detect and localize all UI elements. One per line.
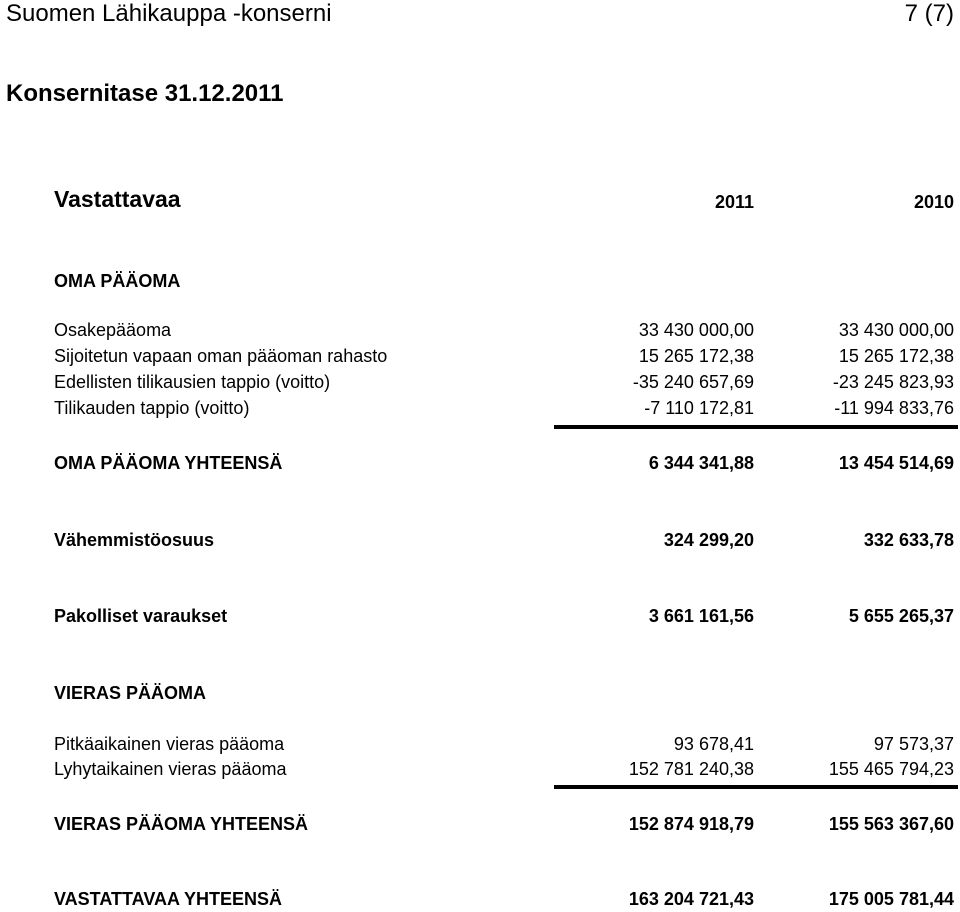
grand-total-2011: 163 204 721,43 xyxy=(628,889,754,909)
grand-total-2010: 175 005 781,44 xyxy=(828,889,954,909)
liabilities-total-label: VIERAS PÄÄOMA YHTEENSÄ xyxy=(54,814,309,834)
column-header-2010: 2010 xyxy=(913,192,954,212)
row-value-2011: 93 678,41 xyxy=(673,734,754,754)
row-label: Osakepääoma xyxy=(54,320,172,340)
page-number: 7 (7) xyxy=(904,0,954,27)
column-header-2011: 2011 xyxy=(714,192,754,212)
section-title: Vastattavaa xyxy=(54,186,181,212)
liabilities-total-2010: 155 563 367,60 xyxy=(828,814,954,834)
row-value-2010: 15 265 172,38 xyxy=(838,346,954,366)
row-value-2011: 152 781 240,38 xyxy=(628,759,754,779)
row-value-2010: 97 573,37 xyxy=(873,734,954,754)
row-value-2011: 15 265 172,38 xyxy=(638,346,754,366)
equity-total-label: OMA PÄÄOMA YHTEENSÄ xyxy=(54,453,283,473)
minority-interest-2011: 324 299,20 xyxy=(663,530,754,550)
row-label: Sijoitetun vapaan oman pääoman rahasto xyxy=(54,346,388,366)
equity-total-2010: 13 454 514,69 xyxy=(838,453,954,473)
row-value-2010: 155 465 794,23 xyxy=(828,759,954,779)
grand-total-label: VASTATTAVAA YHTEENSÄ xyxy=(54,889,283,909)
row-value-2011: -7 110 172,81 xyxy=(644,398,754,418)
provisions-label: Pakolliset varaukset xyxy=(54,606,228,626)
row-value-2011: 33 430 000,00 xyxy=(638,320,754,340)
row-label: Pitkäaikainen vieras pääoma xyxy=(54,734,285,754)
company-name: Suomen Lähikauppa -konserni xyxy=(6,0,332,27)
row-label: Lyhytaikainen vieras pääoma xyxy=(54,759,287,779)
minority-interest-2010: 332 633,78 xyxy=(863,530,954,550)
document-title: Konsernitase 31.12.2011 xyxy=(6,80,284,107)
row-value-2010: -23 245 823,93 xyxy=(832,372,954,392)
minority-interest-label: Vähemmistöosuus xyxy=(54,530,215,550)
row-label: Tilikauden tappio (voitto) xyxy=(54,398,250,418)
row-value-2010: 33 430 000,00 xyxy=(838,320,954,340)
liabilities-heading: VIERAS PÄÄOMA xyxy=(54,683,207,703)
row-value-2011: -35 240 657,69 xyxy=(632,372,754,392)
liabilities-total-2011: 152 874 918,79 xyxy=(628,814,754,834)
equity-total-2011: 6 344 341,88 xyxy=(648,453,754,473)
row-value-2010: -11 994 833,76 xyxy=(834,398,954,418)
subtotal-rule xyxy=(554,785,958,789)
subtotal-rule xyxy=(554,425,958,429)
provisions-2011: 3 661 161,56 xyxy=(648,606,754,626)
equity-heading: OMA PÄÄOMA xyxy=(54,271,181,291)
provisions-2010: 5 655 265,37 xyxy=(848,606,954,626)
row-label: Edellisten tilikausien tappio (voitto) xyxy=(54,372,331,392)
